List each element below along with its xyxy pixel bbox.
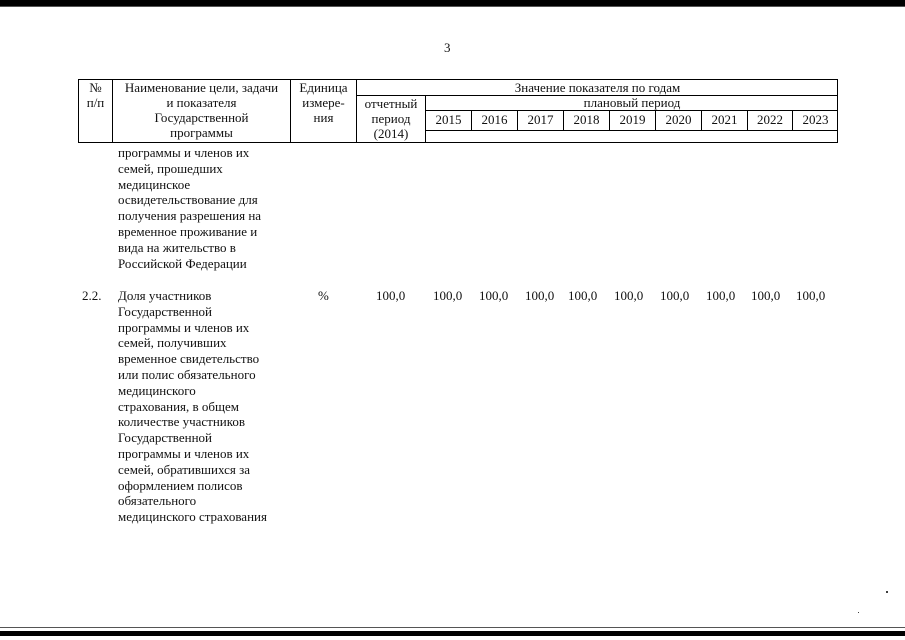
header-unit-line3: ния xyxy=(313,110,334,125)
page-number: 3 xyxy=(444,40,451,55)
header-year-2020: 2020 xyxy=(665,112,692,127)
header-values-title: Значение показателя по годам xyxy=(514,80,681,95)
scan-speck xyxy=(886,591,888,593)
row-value-2021: 100,0 xyxy=(706,288,736,303)
row-value-2017: 100,0 xyxy=(525,288,555,303)
header-name-line4: программы xyxy=(170,125,233,140)
header-rule xyxy=(425,130,838,131)
row-name: Доля участников Государственной программы и членов их семей, получивших временное свидетельство или полис обязательного медицинского страхования, в общем количестве участников Государственной программы и членов их семей, обратившихся за оформлением полисов обязательного медицинского страхования xyxy=(118,288,267,525)
header-year-2022: 2022 xyxy=(757,112,783,127)
header-unit-line2: измере- xyxy=(302,95,345,110)
row-value-2015: 100,0 xyxy=(433,288,463,303)
row-value-2020: 100,0 xyxy=(660,288,690,303)
header-unit-line1: Единица xyxy=(299,80,348,95)
bottom-border-line-thin xyxy=(0,627,905,628)
row-value-2016: 100,0 xyxy=(479,288,509,303)
header-year-2017: 2017 xyxy=(527,112,554,127)
header-name-line1: Наименование цели, задачи xyxy=(124,80,279,95)
header-year-2016: 2016 xyxy=(481,112,508,127)
scan-speck xyxy=(858,612,859,613)
header-report-line3: (2014) xyxy=(373,126,409,141)
header-report-line1: отчетный xyxy=(364,96,418,111)
header-year-2015: 2015 xyxy=(435,112,462,127)
continuation-text: программы и членов их семей, прошедших медицинское освидетельствование для получения разрешения на временное проживание и вида на жительство в Российской Федерации xyxy=(118,145,262,271)
row-value-2023: 100,0 xyxy=(796,288,826,303)
header-no-line2: п/п xyxy=(86,95,105,110)
header-year-2021: 2021 xyxy=(711,112,738,127)
header-year-2018: 2018 xyxy=(573,112,600,127)
header-no-line1: № xyxy=(89,80,102,95)
row-value-2022: 100,0 xyxy=(751,288,781,303)
header-report-line2: период xyxy=(371,111,411,126)
top-border-line-thin xyxy=(0,6,905,7)
header-name-line2: и показателя xyxy=(166,95,237,110)
bottom-border-line xyxy=(0,631,905,636)
row-value-2019: 100,0 xyxy=(614,288,644,303)
row-value-2018: 100,0 xyxy=(568,288,598,303)
header-name-line3: Государственной xyxy=(154,110,249,125)
header-year-2023: 2023 xyxy=(802,112,829,127)
header-year-2019: 2019 xyxy=(619,112,646,127)
header-plan-period: плановый период xyxy=(583,95,681,110)
header-rule xyxy=(425,110,838,111)
row-unit: % xyxy=(318,288,329,303)
row-number: 2.2. xyxy=(82,288,102,303)
row-report-value: 100,0 xyxy=(376,288,406,303)
